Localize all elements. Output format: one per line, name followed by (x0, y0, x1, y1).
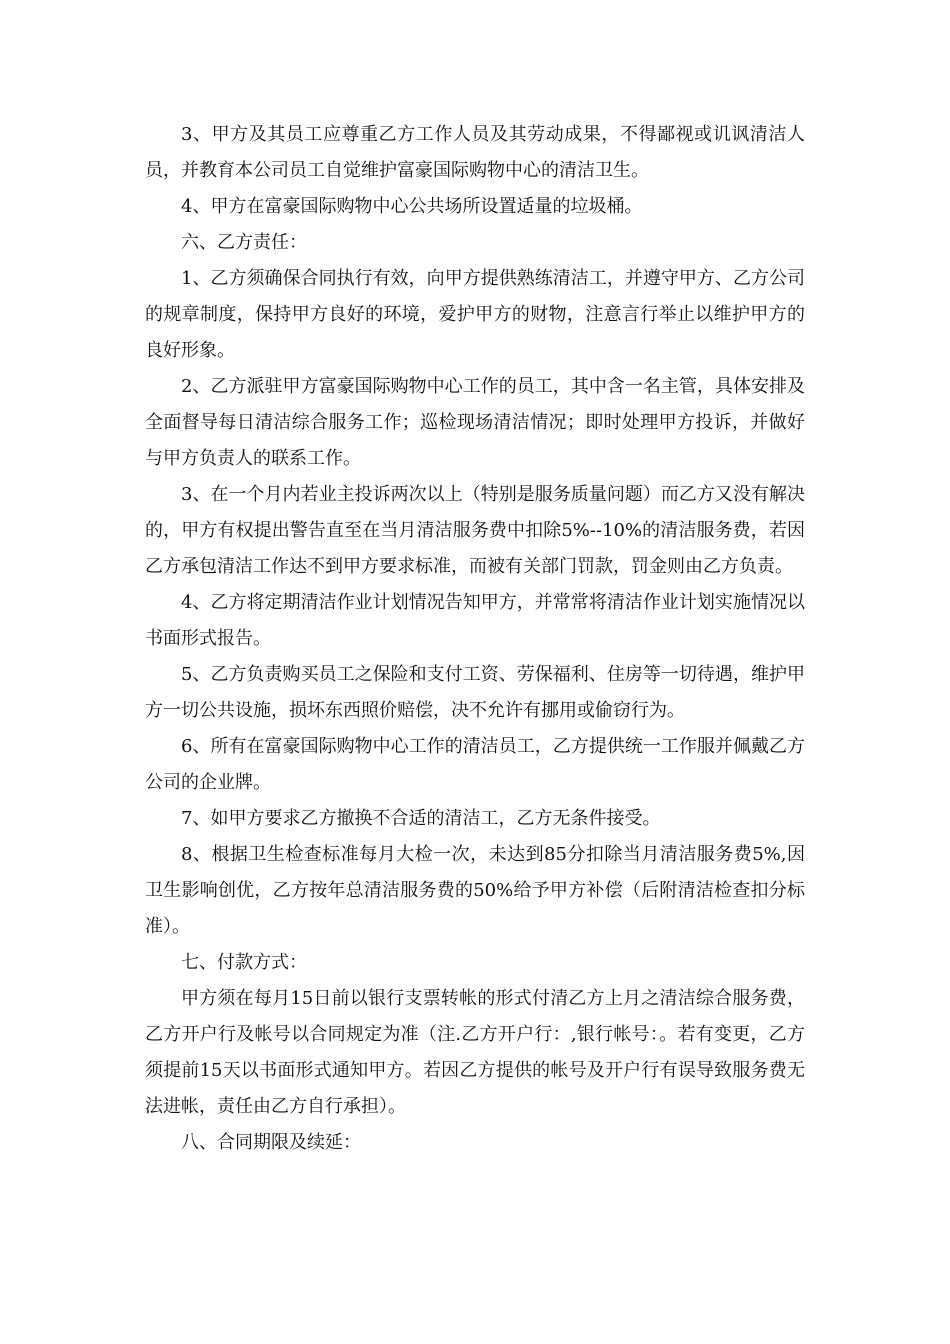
paragraph-b-duty-2: 2、乙方派驻甲方富豪国际购物中心工作的员工，其中含一名主管，具体安排及全面督导每日清洁综合服务工作；巡检现场清洁情况；即时处理甲方投诉，并做好与甲方负责人的联系工作。 (145, 376, 805, 469)
section-heading-contract-term: 八、合同期限及续延： (181, 1132, 361, 1153)
paragraph-b-duty-1: 1、乙方须确保合同执行有效，向甲方提供熟练清洁工，并遵守甲方、乙方公司的规章制度，保持甲方良好的环境，爱护甲方的财物，注意言行举止以维护甲方的良好形象。 (145, 268, 805, 361)
section-heading-party-b-duties: 六、乙方责任： (181, 232, 307, 253)
document-body (145, 117, 805, 1161)
paragraph-trash-bins: 4、甲方在富豪国际购物中心公共场所设置适量的垃圾桶。 (181, 196, 643, 217)
paragraph-payment-terms: 甲方须在每月15日前以银行支票转帐的形式付清乙方上月之清洁综合服务费，乙方开户行及帐号以合同规定为准（注.乙方开户行：,银行帐号：。若有变更，乙方须提前15天以书面形式通知甲方。若因乙方提供的帐号及开户行有误导致服务费无法进帐，责任由乙方自行承担）。 (145, 988, 805, 1117)
paragraph-b-duty-7: 7、如甲方要求乙方撤换不合适的清洁工，乙方无条件接受。 (181, 808, 661, 829)
paragraph-b-duty-4: 4、乙方将定期清洁作业计划情况告知甲方，并常常将清洁作业计划实施情况以书面形式报告。 (145, 592, 805, 649)
paragraph-b-duty-3: 3、在一个月内若业主投诉两次以上（特别是服务质量问题）而乙方又没有解决的，甲方有权提出警告直至在当月清洁服务费中扣除5%--10%的清洁服务费，若因乙方承包清洁工作达不到甲方要求标准，而被有关部门罚款，罚金则由乙方负责。 (145, 484, 805, 577)
paragraph-b-duty-6: 6、所有在富豪国际购物中心工作的清洁员工，乙方提供统一工作服并佩戴乙方公司的企业牌。 (145, 736, 805, 793)
section-heading-payment: 七、付款方式： (181, 952, 307, 973)
paragraph-b-duty-8: 8、根据卫生检查标准每月大检一次，未达到85分扣除当月清洁服务费5%,因卫生影响创优，乙方按年总清洁服务费的50%给予甲方补偿（后附清洁检查扣分标准）。 (145, 844, 805, 937)
paragraph-b-duty-5: 5、乙方负责购买员工之保险和支付工资、劳保福利、住房等一切待遇，维护甲方一切公共设施，损坏东西照价赔偿，决不允许有挪用或偷窃行为。 (145, 664, 805, 721)
paragraph-party-a-respect-staff: 3、甲方及其员工应尊重乙方工作人员及其劳动成果，不得鄙视或讥讽清洁人员，并教育本公司员工自觉维护富豪国际购物中心的清洁卫生。 (145, 124, 805, 181)
